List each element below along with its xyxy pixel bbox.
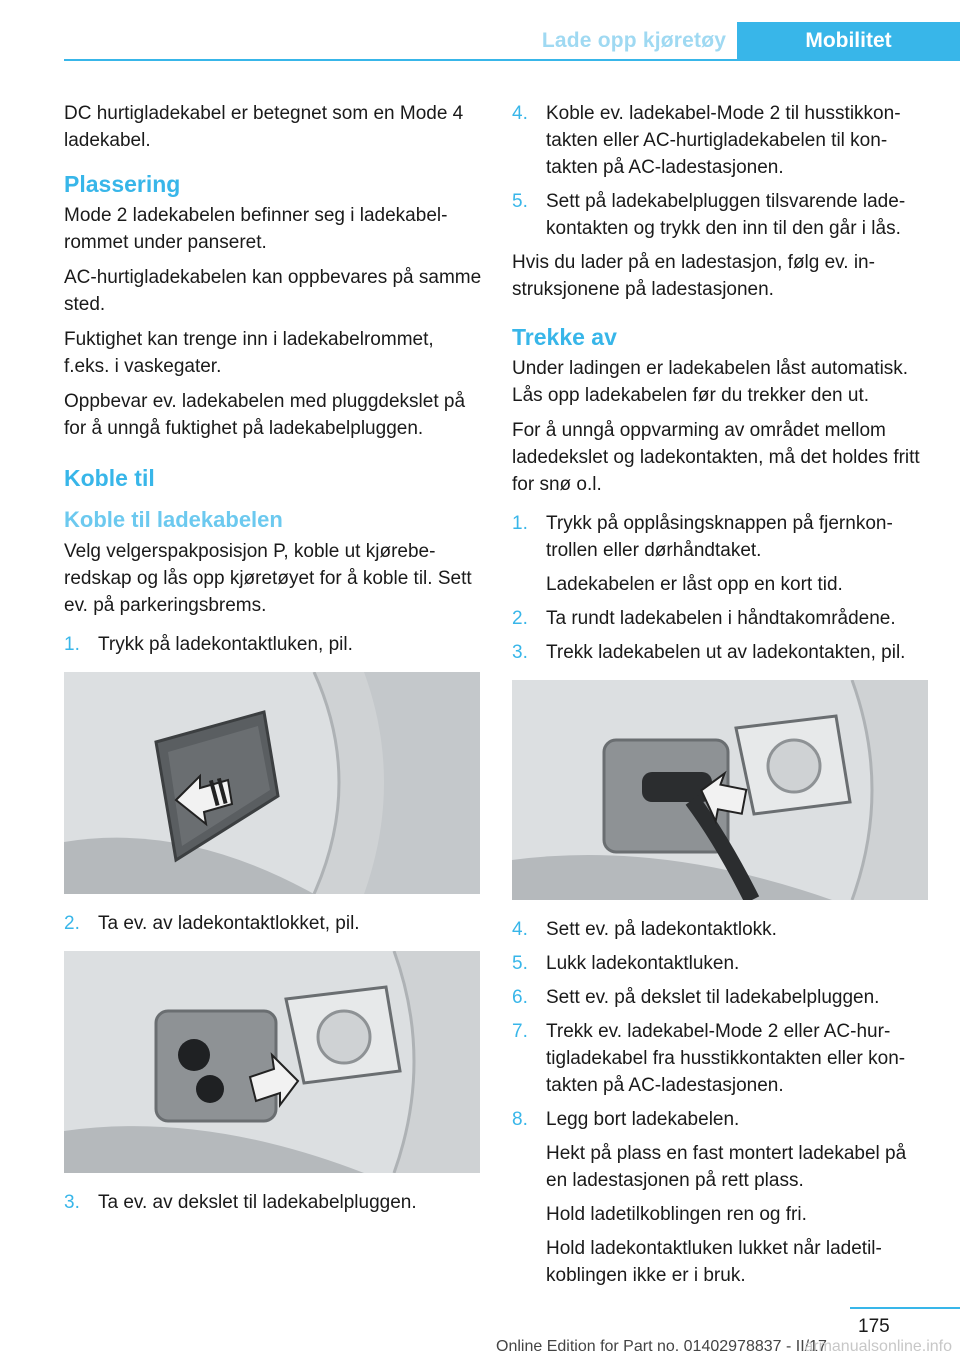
step-item	[512, 605, 932, 632]
step-item	[512, 188, 932, 242]
socket-recess	[156, 1011, 276, 1121]
step-text: Sett ev. på ladekontaktlokk.	[546, 919, 777, 940]
step-text: Sett ev. på dekslet til ladekabelpluggen.	[546, 987, 880, 1008]
step-item	[512, 916, 932, 943]
left-column	[64, 100, 482, 1223]
step-item	[512, 639, 932, 666]
step-number: 6.	[512, 987, 528, 1008]
step-text: Trekk ladekabelen ut av ladekontakten, pil.	[546, 642, 906, 663]
disconnect-paragraph-2: For å unngå oppvarming av området mellom ladedekslet og ladekontakten, må det holdes fritt for snø o.l.	[512, 420, 920, 495]
figure-charging-flap	[64, 672, 480, 894]
footer-rule	[850, 1307, 960, 1309]
step-item	[512, 100, 932, 181]
watermark: armanualsonline.info	[804, 1338, 952, 1355]
car-body-illustration	[64, 672, 480, 894]
step-number: 2.	[64, 913, 80, 934]
step-number: 8.	[512, 1109, 528, 1130]
step-text: Ta ev. av ladekontaktlokket, pil.	[98, 913, 360, 934]
disconnect-paragraph-1: Under ladingen er ladekabelen låst automatisk. Lås opp ladekabelen før du trekker den ut.	[512, 358, 909, 406]
step-number: 5.	[512, 191, 528, 212]
step-number: 4.	[512, 103, 528, 124]
step-text: Legg bort ladekabelen.	[546, 1109, 740, 1130]
step-number: 3.	[64, 1192, 80, 1213]
section-tab: Lade opp kjøretøy	[541, 29, 727, 52]
figure-charging-cover	[64, 951, 480, 1173]
figure-unplug-cable	[512, 680, 928, 900]
step-text: Ta rundt ladekabelen i håndtakområdene.	[546, 608, 896, 629]
socket-pin-icon	[178, 1039, 210, 1071]
step-text: Trykk på opplåsingsknappen på fjernkontrollen eller dørhåndtaket.	[546, 513, 893, 561]
step-subtext: Hekt på plass en fast montert ladekabel på en ladestasjonen på rett plass.	[546, 1143, 907, 1191]
step-number: 3.	[512, 642, 528, 663]
step-text: Trekk ev. ladekabel-Mode 2 eller AC-hurtigladekabel fra husstikkontakten eller kontakten på AC-ladestasjonen.	[546, 1021, 906, 1096]
step-item	[512, 950, 932, 977]
station-note: Hvis du lader på en ladestasjon, følg ev. instruksjonene på ladestasjonen.	[512, 252, 875, 300]
step-subtext: Hold ladetilkoblingen ren og fri.	[546, 1204, 807, 1225]
step-number: 1.	[64, 634, 80, 655]
step-item	[64, 631, 482, 658]
intro-paragraph: DC hurtigladekabel er betegnet som en Mode 4 ladekabel.	[64, 103, 464, 151]
placement-paragraph-3: Fuktighet kan trenge inn i ladekabelrommet, f.eks. i vaskegater.	[64, 329, 434, 377]
step-item	[512, 984, 932, 1011]
step-number: 4.	[512, 919, 528, 940]
placement-paragraph-1: Mode 2 ladekabelen befinner seg i ladekabelrommet under panseret.	[64, 205, 448, 253]
connect-paragraph: Velg velgerspakposisjon P, koble ut kjøreberedskap og lås opp kjøretøyet for å koble til. Sett ev. på parkeringsbrems.	[64, 541, 472, 616]
page-number: 175	[858, 1316, 890, 1337]
heading-disconnect: Trekke av	[512, 324, 617, 350]
step-number: 5.	[512, 953, 528, 974]
header-rule	[64, 59, 960, 61]
step-subtext: Hold ladekontaktluken lukket når ladetilkoblingen ikke er i bruk.	[546, 1238, 882, 1286]
step-item	[64, 1189, 482, 1216]
unplug-illustration	[512, 680, 928, 900]
edition-label: Online Edition for Part no. 01402978837 - II/17	[496, 1338, 827, 1355]
placement-paragraph-2: AC-hurtigladekabelen kan oppbevares på samme sted.	[64, 267, 482, 315]
heading-connect-cable: Koble til ladekabelen	[64, 507, 283, 532]
step-item	[512, 510, 932, 564]
placement-paragraph-4: Oppbevar ev. ladekabelen med pluggdekslet på for å unngå fuktighet på ladekabelpluggen.	[64, 391, 466, 439]
heading-connect: Koble til	[64, 465, 155, 491]
right-column	[512, 100, 932, 1296]
step-text: Sett på ladekabelpluggen tilsvarende ladekontakten og trykk den inn til den går i lås.	[546, 191, 906, 239]
step-text: Ta ev. av dekslet til ladekabelpluggen.	[98, 1192, 417, 1213]
step-item	[512, 1018, 932, 1099]
charging-socket-illustration	[64, 951, 480, 1173]
step-text: Lukk ladekontaktluken.	[546, 953, 740, 974]
step-item	[64, 910, 482, 937]
heading-placement: Plassering	[64, 171, 181, 197]
step-text: Trykk på ladekontaktluken, pil.	[98, 634, 353, 655]
step-number: 7.	[512, 1021, 528, 1042]
step-number: 1.	[512, 513, 528, 534]
step-subtext: Ladekabelen er låst opp en kort tid.	[546, 574, 843, 595]
step-item	[512, 1106, 932, 1133]
step-text: Koble ev. ladekabel-Mode 2 til husstikkontakten eller AC-hurtigladekabelen til kontakten på AC-ladestasjonen.	[546, 103, 901, 178]
step-number: 2.	[512, 608, 528, 629]
chapter-tab: Mobilitet	[737, 22, 960, 60]
